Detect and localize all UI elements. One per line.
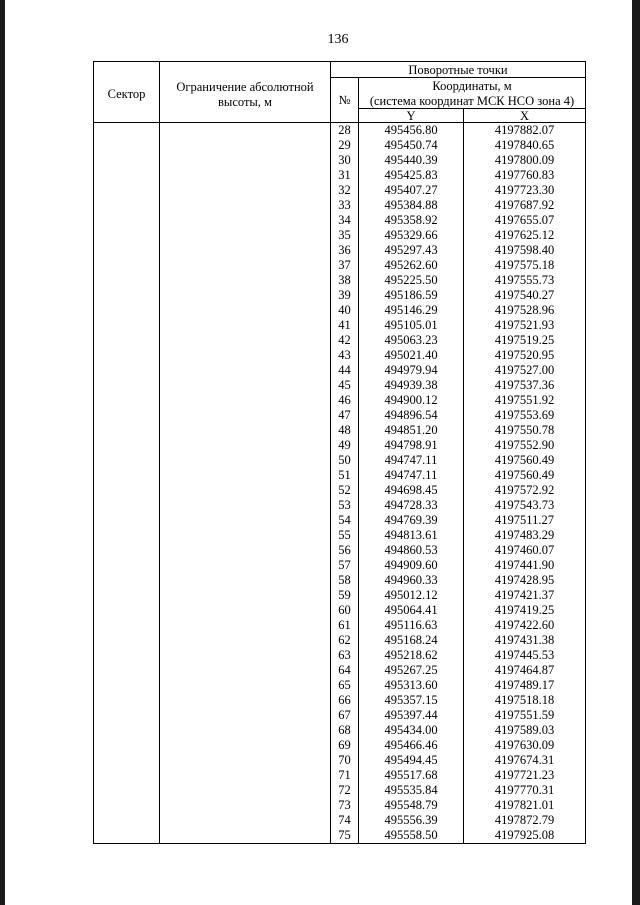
y-coordinate-cell: 495297.43 [359,243,464,258]
point-number-cell: 55 [331,528,359,543]
point-number-cell: 45 [331,378,359,393]
x-coordinate-cell: 4197553.69 [464,408,586,423]
y-coordinate-cell: 495021.40 [359,348,464,363]
point-number-cell: 46 [331,393,359,408]
y-coordinate-cell: 495225.50 [359,273,464,288]
y-coordinate-cell: 494698.45 [359,483,464,498]
y-coordinate-cell: 495466.46 [359,738,464,753]
point-number-cell: 34 [331,213,359,228]
point-number-cell: 35 [331,228,359,243]
y-coordinate-cell: 495440.39 [359,153,464,168]
x-coordinate-cell: 4197723.30 [464,183,586,198]
coordinate-system-header: (система координат МСК НСО зона 4) [359,93,586,109]
x-coordinate-cell: 4197555.73 [464,273,586,288]
x-coordinate-cell: 4197441.90 [464,558,586,573]
sector-header: Сектор [94,62,160,123]
x-coordinate-cell: 4197511.27 [464,513,586,528]
point-number-cell: 68 [331,723,359,738]
x-coordinate-cell: 4197840.65 [464,138,586,153]
x-coordinate-cell: 4197421.37 [464,588,586,603]
scan-edge-left [0,0,5,905]
point-number-cell: 74 [331,813,359,828]
y-coordinate-cell: 495517.68 [359,768,464,783]
point-number-cell: 52 [331,483,359,498]
x-coordinate-cell: 4197925.08 [464,828,586,844]
x-coordinate-cell: 4197625.12 [464,228,586,243]
table-row [94,123,586,139]
x-coordinate-cell: 4197428.95 [464,573,586,588]
page-number: 136 [327,32,349,47]
y-coordinate-cell: 494909.60 [359,558,464,573]
x-coordinate-cell: 4197552.90 [464,438,586,453]
point-number-cell: 36 [331,243,359,258]
x-coordinate-cell: 4197419.25 [464,603,586,618]
y-coordinate-cell: 495456.80 [359,123,464,139]
point-number-cell: 38 [331,273,359,288]
y-coordinate-cell: 495267.25 [359,663,464,678]
point-number-cell: 72 [331,783,359,798]
turn-points-header: Поворотные точки [331,62,586,78]
scan-edge-right [632,0,640,905]
point-number-cell: 31 [331,168,359,183]
point-number-cell: 41 [331,318,359,333]
x-coordinate-cell: 4197483.29 [464,528,586,543]
x-coordinate-cell: 4197630.09 [464,738,586,753]
point-number-cell: 61 [331,618,359,633]
y-coordinate-cell: 495146.29 [359,303,464,318]
x-coordinate-cell: 4197598.40 [464,243,586,258]
y-coordinate-cell: 495116.63 [359,618,464,633]
x-coordinate-cell: 4197551.92 [464,393,586,408]
y-coordinate-cell: 494939.38 [359,378,464,393]
y-coordinate-cell: 494979.94 [359,363,464,378]
y-coordinate-cell: 495218.62 [359,648,464,663]
point-number-cell: 43 [331,348,359,363]
table-header [94,62,586,123]
point-number-cell: 70 [331,753,359,768]
x-coordinate-cell: 4197518.18 [464,693,586,708]
point-number-cell: 66 [331,693,359,708]
point-number-header: № [331,78,359,123]
x-coordinate-cell: 4197674.31 [464,753,586,768]
y-coordinate-cell: 494900.12 [359,393,464,408]
x-coordinate-cell: 4197721.23 [464,768,586,783]
x-coordinate-cell: 4197422.60 [464,618,586,633]
x-coordinate-cell: 4197519.25 [464,333,586,348]
point-number-cell: 48 [331,423,359,438]
x-coordinate-cell: 4197445.53 [464,648,586,663]
x-coordinate-cell: 4197550.78 [464,423,586,438]
y-column-header: Y [359,109,464,123]
point-number-cell: 57 [331,558,359,573]
x-coordinate-cell: 4197460.07 [464,543,586,558]
x-coordinate-cell: 4197520.95 [464,348,586,363]
y-coordinate-cell: 495064.41 [359,603,464,618]
y-coordinate-cell: 495535.84 [359,783,464,798]
point-number-cell: 75 [331,828,359,844]
x-coordinate-cell: 4197527.00 [464,363,586,378]
point-number-cell: 51 [331,468,359,483]
y-coordinate-cell: 495494.45 [359,753,464,768]
y-coordinate-cell: 495186.59 [359,288,464,303]
point-number-cell: 39 [331,288,359,303]
x-coordinate-cell: 4197687.92 [464,198,586,213]
x-coordinate-cell: 4197560.49 [464,468,586,483]
y-coordinate-cell: 494798.91 [359,438,464,453]
y-coordinate-cell: 495556.39 [359,813,464,828]
coordinates-header: Координаты, м [359,78,586,94]
point-number-cell: 71 [331,768,359,783]
x-coordinate-cell: 4197655.07 [464,213,586,228]
point-number-cell: 29 [331,138,359,153]
y-coordinate-cell: 495407.27 [359,183,464,198]
coordinates-table [93,61,586,844]
point-number-cell: 53 [331,498,359,513]
point-number-cell: 50 [331,453,359,468]
x-coordinate-cell: 4197543.73 [464,498,586,513]
y-coordinate-cell: 494896.54 [359,408,464,423]
x-coordinate-cell: 4197800.09 [464,153,586,168]
x-coordinate-cell: 4197560.49 [464,453,586,468]
x-coordinate-cell: 4197882.07 [464,123,586,139]
y-coordinate-cell: 494728.33 [359,498,464,513]
point-number-cell: 42 [331,333,359,348]
y-coordinate-cell: 495425.83 [359,168,464,183]
y-coordinate-cell: 495450.74 [359,138,464,153]
y-coordinate-cell: 495384.88 [359,198,464,213]
y-coordinate-cell: 495397.44 [359,708,464,723]
y-coordinate-cell: 495105.01 [359,318,464,333]
x-coordinate-cell: 4197572.92 [464,483,586,498]
x-coordinate-cell: 4197528.96 [464,303,586,318]
y-coordinate-cell: 494813.61 [359,528,464,543]
x-coordinate-cell: 4197431.38 [464,633,586,648]
x-coordinate-cell: 4197521.93 [464,318,586,333]
point-number-cell: 69 [331,738,359,753]
point-number-cell: 63 [331,648,359,663]
y-coordinate-cell: 495012.12 [359,588,464,603]
point-number-cell: 56 [331,543,359,558]
y-coordinate-cell: 495313.60 [359,678,464,693]
point-number-cell: 60 [331,603,359,618]
point-number-cell: 67 [331,708,359,723]
y-coordinate-cell: 495063.23 [359,333,464,348]
height-limit-cell [160,123,331,844]
point-number-cell: 37 [331,258,359,273]
point-number-cell: 73 [331,798,359,813]
point-number-cell: 49 [331,438,359,453]
y-coordinate-cell: 495357.15 [359,693,464,708]
y-coordinate-cell: 495358.92 [359,213,464,228]
height-limit-header: Ограничение абсолютной высоты, м [160,62,331,123]
y-coordinate-cell: 495434.00 [359,723,464,738]
point-number-cell: 65 [331,678,359,693]
point-number-cell: 64 [331,663,359,678]
point-number-cell: 62 [331,633,359,648]
y-coordinate-cell: 494747.11 [359,468,464,483]
x-coordinate-cell: 4197770.31 [464,783,586,798]
point-number-cell: 44 [331,363,359,378]
y-coordinate-cell: 494747.11 [359,453,464,468]
y-coordinate-cell: 495558.50 [359,828,464,844]
x-coordinate-cell: 4197589.03 [464,723,586,738]
y-coordinate-cell: 494960.33 [359,573,464,588]
y-coordinate-cell: 494860.53 [359,543,464,558]
point-number-cell: 59 [331,588,359,603]
y-coordinate-cell: 495168.24 [359,633,464,648]
x-coordinate-cell: 4197575.18 [464,258,586,273]
y-coordinate-cell: 495548.79 [359,798,464,813]
x-coordinate-cell: 4197551.59 [464,708,586,723]
point-number-cell: 32 [331,183,359,198]
y-coordinate-cell: 495329.66 [359,228,464,243]
point-number-cell: 33 [331,198,359,213]
point-number-cell: 54 [331,513,359,528]
y-coordinate-cell: 494851.20 [359,423,464,438]
y-coordinate-cell: 494769.39 [359,513,464,528]
point-number-cell: 28 [331,123,359,139]
sector-cell [94,123,160,844]
x-coordinate-cell: 4197821.01 [464,798,586,813]
x-coordinate-cell: 4197760.83 [464,168,586,183]
point-number-cell: 40 [331,303,359,318]
x-coordinate-cell: 4197540.27 [464,288,586,303]
x-column-header: X [464,109,586,123]
x-coordinate-cell: 4197537.36 [464,378,586,393]
point-number-cell: 30 [331,153,359,168]
x-coordinate-cell: 4197464.87 [464,663,586,678]
y-coordinate-cell: 495262.60 [359,258,464,273]
x-coordinate-cell: 4197872.79 [464,813,586,828]
x-coordinate-cell: 4197489.17 [464,678,586,693]
point-number-cell: 58 [331,573,359,588]
table-body [94,123,586,844]
point-number-cell: 47 [331,408,359,423]
